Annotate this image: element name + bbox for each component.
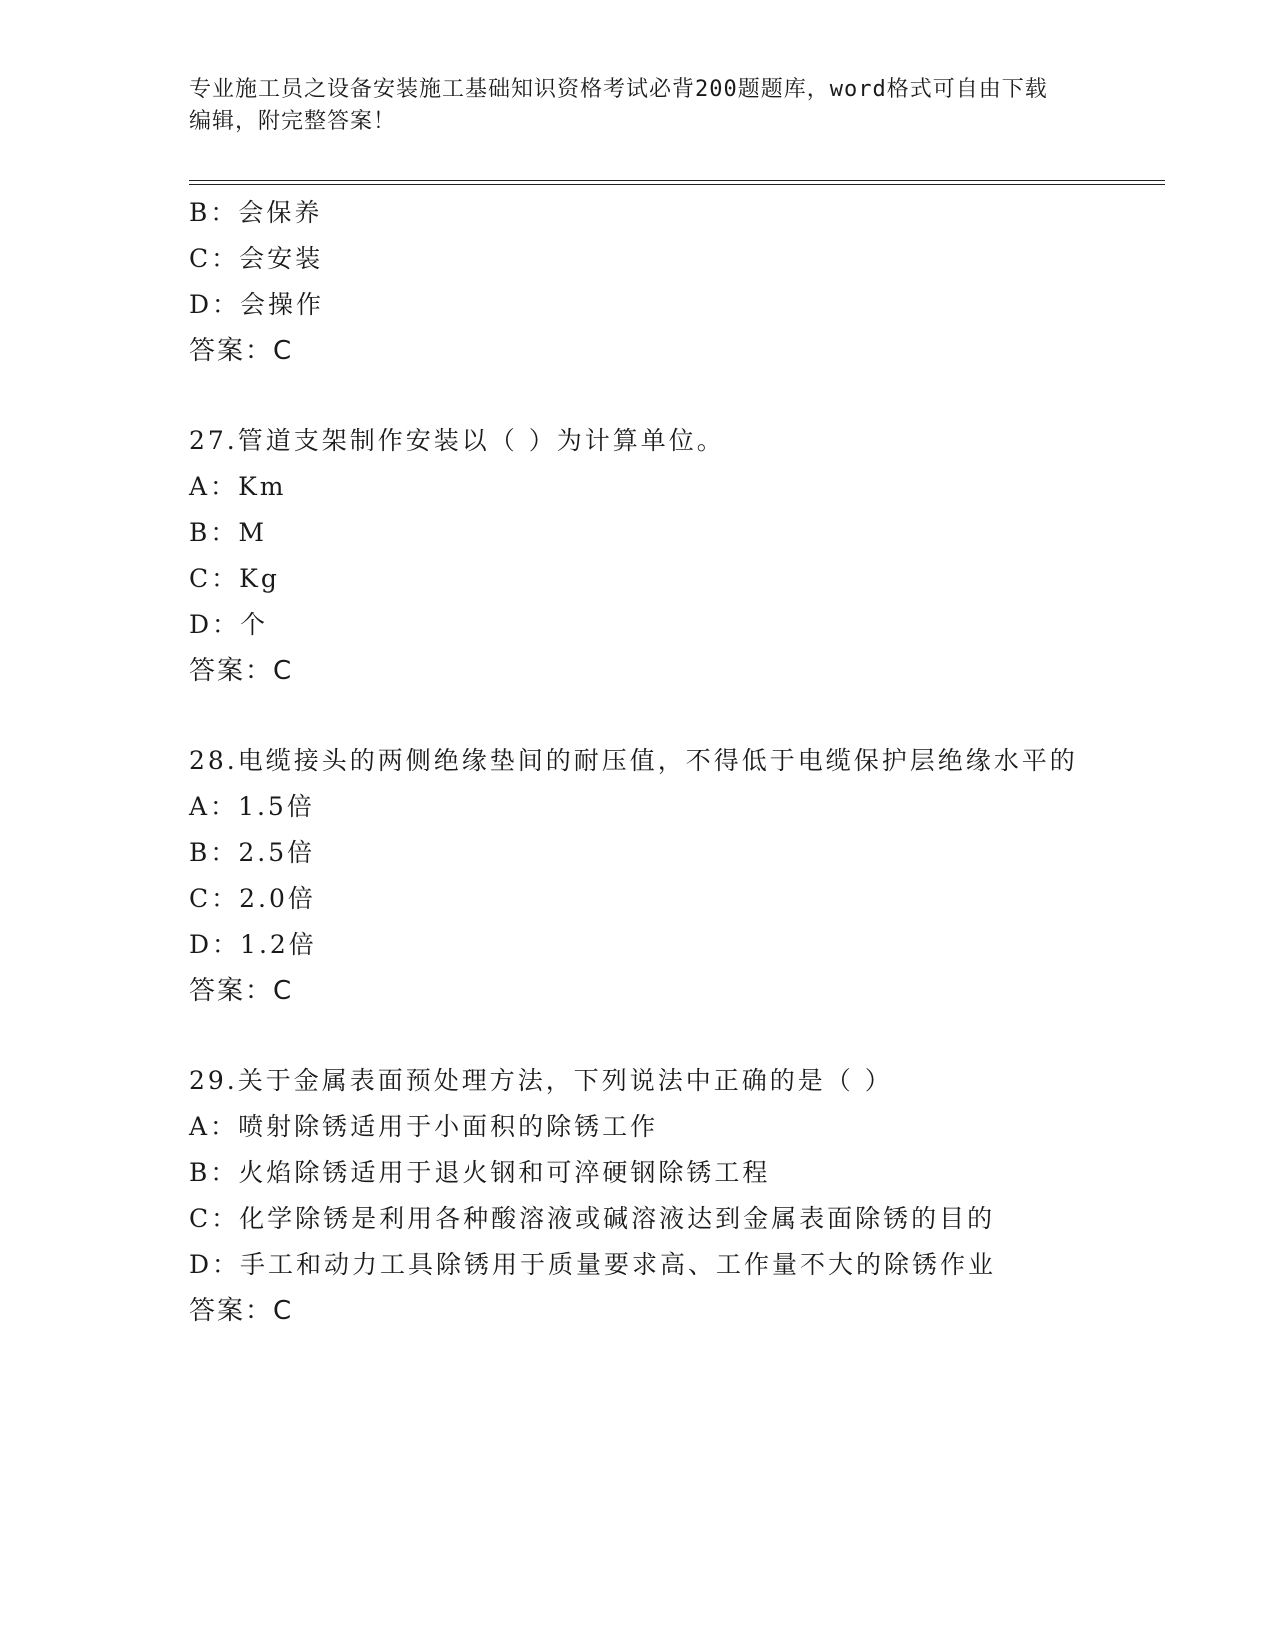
option-d: D：个 [189,610,269,639]
spacer [189,374,1089,418]
header-divider [189,180,1165,185]
answer-line: 答案：C [189,1296,294,1326]
question-block [189,190,1089,374]
question-block [189,418,1089,694]
option-b: B：2.5倍 [189,838,316,867]
question-text: 27.管道支架制作安装以（ ）为计算单位。 [189,426,725,455]
option-c: C：化学除锈是利用各种酸溶液或碱溶液达到金属表面除锈的目的 [189,1204,996,1233]
answer-line: 答案：C [189,656,294,686]
option-c: C：Kg [189,564,280,593]
answer-line: 答案：C [189,976,294,1006]
spacer [189,694,1089,738]
question-text: 28.电缆接头的两侧绝缘垫间的耐压值，不得低于电缆保护层绝缘水平的 [189,746,1078,775]
document-header: 专业施工员之设备安装施工基础知识资格考试必背200题题库，word格式可自由下载编辑，附完整答案！ [189,77,1048,134]
option-c: C：2.0倍 [189,884,316,913]
answer-line: 答案：C [189,336,294,366]
spacer [189,1014,1089,1058]
question-text: 29.关于金属表面预处理方法，下列说法中正确的是（ ） [189,1066,893,1095]
question-block [189,1058,1089,1334]
option-b: B：会保养 [189,198,323,227]
option-c: C：会安装 [189,244,324,273]
option-b: B：M [189,518,267,547]
option-a: A：1.5倍 [189,792,315,821]
option-a: A：Km [189,472,287,501]
option-d: D：会操作 [189,290,325,319]
option-d: D：手工和动力工具除锈用于质量要求高、工作量不大的除锈作业 [189,1250,997,1279]
option-b: B：火焰除锈适用于退火钢和可淬硬钢除锈工程 [189,1158,771,1187]
document-body [189,190,1089,1334]
question-block [189,738,1089,1014]
option-a: A：喷射除锈适用于小面积的除锈工作 [189,1112,659,1141]
option-d: D：1.2倍 [189,930,317,959]
